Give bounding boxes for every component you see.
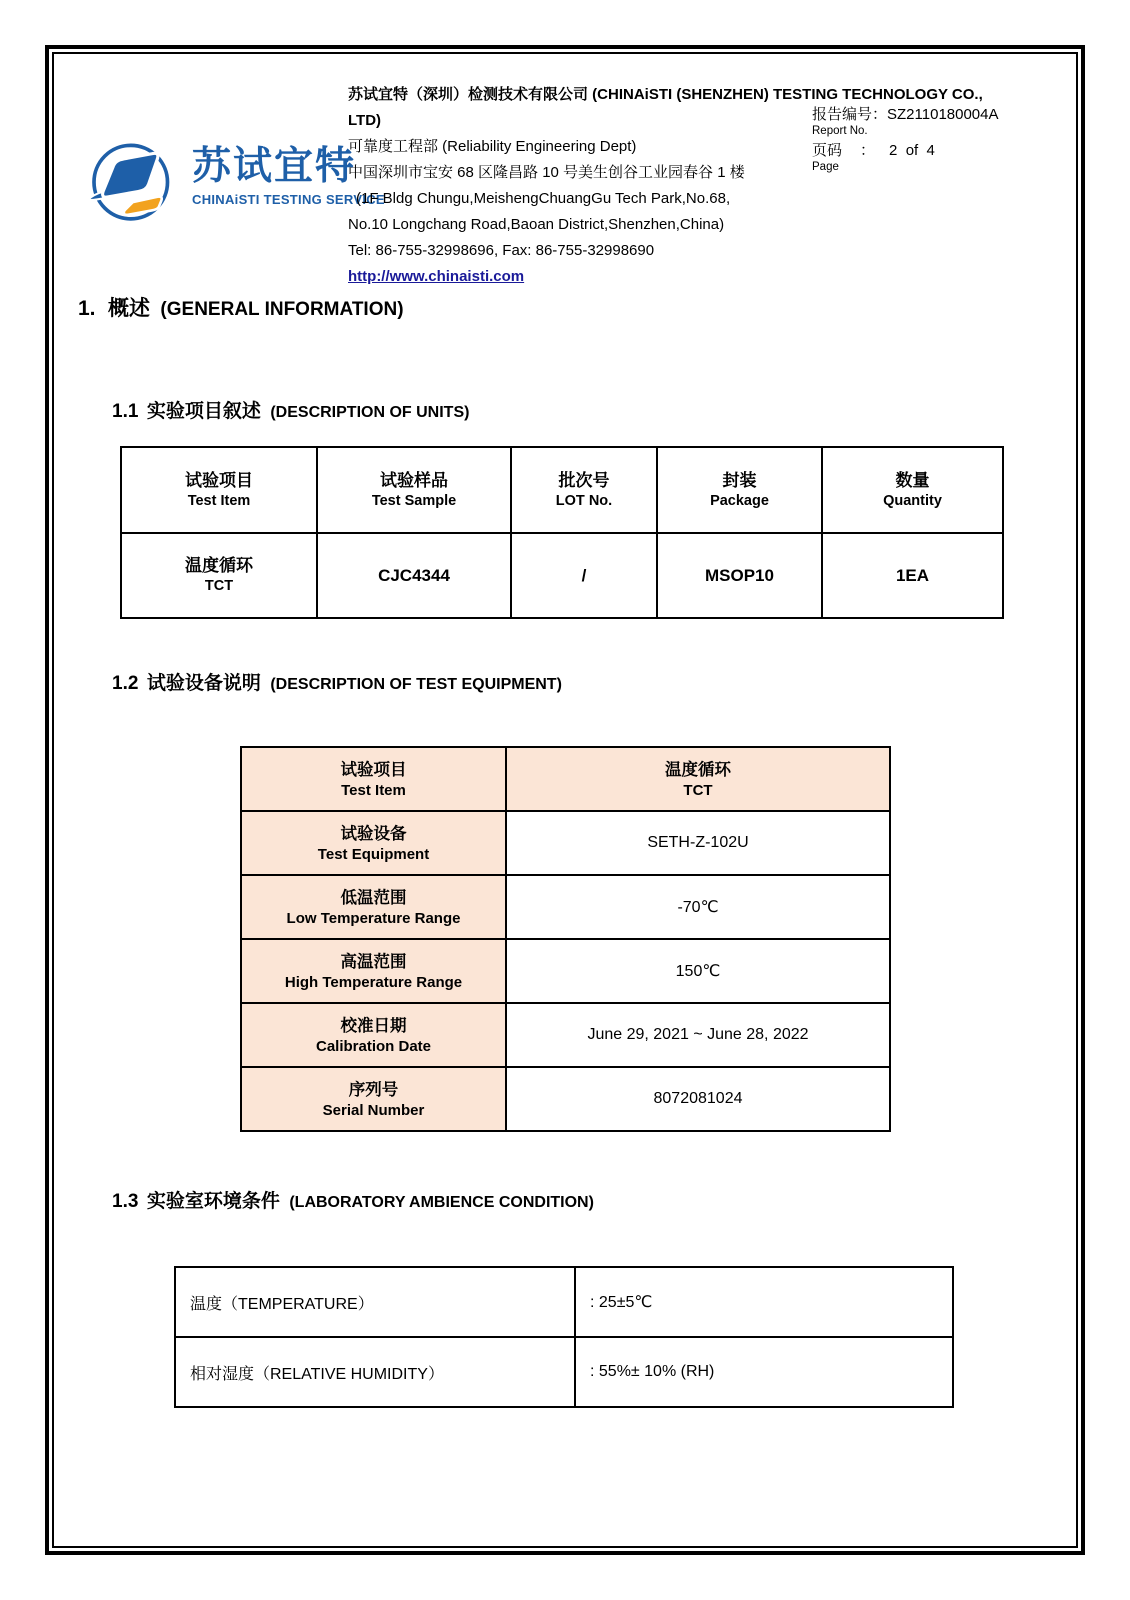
ambience-row-humidity — [175, 1337, 953, 1407]
header-en: Test Sample — [371, 492, 457, 509]
report-no-value: SZ2110180004A — [887, 106, 999, 123]
label-cn: 试验设备 — [340, 824, 407, 843]
ambience-row-temperature — [175, 1267, 953, 1337]
page-no-colon: ： — [860, 142, 876, 159]
company-address-cn: 中国深圳市宝安 68 区隆昌路 10 号美生创谷工业园春谷 1 楼 — [348, 164, 745, 181]
page-no-label-cn: 页码 — [812, 142, 843, 159]
label-en: Test Item — [341, 781, 406, 799]
website-link[interactable]: http://www.chinaisti.com — [348, 268, 525, 285]
value-en: TCT — [683, 781, 713, 799]
units-table — [120, 446, 1004, 619]
cell-en: TCT — [204, 578, 234, 594]
ambience-value-humidity: : 55%± 10% (RH) — [575, 1337, 953, 1407]
page-no-label-en: Page — [812, 161, 839, 173]
ambience-label-temperature: 温度（TEMPERATURE） — [175, 1267, 575, 1337]
section-units-en: (DESCRIPTION OF UNITS) — [270, 404, 470, 421]
header-cn: 试验样品 — [380, 470, 448, 490]
company-name-cn: 苏试宜特（深圳）检测技术有限公司 — [348, 86, 589, 103]
value-cn: 温度循环 — [665, 760, 731, 779]
header-cn: 试验项目 — [185, 470, 253, 490]
equipment-row-serial-number — [241, 1067, 890, 1131]
header-cn: 封装 — [722, 470, 757, 490]
ambience-value-temperature: : 25±5℃ — [575, 1267, 953, 1337]
equipment-row-calibration-date — [241, 1003, 890, 1067]
company-address-en2: No.10 Longchang Road,Baoan District,Shenzhen,China) — [348, 216, 725, 233]
units-cell-lot-no: / — [511, 533, 657, 618]
equipment-label-test-item — [241, 747, 506, 811]
report-no-label-en: Report No. — [812, 125, 868, 137]
label-cn: 高温范围 — [340, 952, 407, 971]
report-no-line — [812, 106, 999, 124]
label-en: Test Equipment — [317, 845, 430, 863]
company-name-en: (CHINAiSTI (SHENZHEN) TESTING TECHNOLOGY CO., LTD) — [348, 86, 983, 129]
section-ambience-en: (LABORATORY AMBIENCE CONDITION) — [289, 1194, 594, 1211]
equipment-table — [240, 746, 891, 1132]
units-table-data-row — [121, 533, 1003, 618]
label-cn: 低温范围 — [340, 888, 407, 907]
equipment-label-serial-number — [241, 1067, 506, 1131]
header-en: Test Item — [187, 492, 251, 509]
equipment-row-test-item — [241, 747, 890, 811]
equipment-row-high-temp — [241, 939, 890, 1003]
equipment-value-serial-number: 8072081024 — [506, 1067, 890, 1131]
units-col-header-lot-no — [511, 447, 657, 533]
company-address-en1: (1F Bldg Chungu,MeishengChuangGu Tech Park,No.68, — [356, 190, 731, 207]
section-ambience-cn: 实验室环境条件 — [146, 1191, 280, 1212]
equipment-value-low-temp: -70℃ — [506, 875, 890, 939]
label-cn: 序列号 — [348, 1080, 399, 1099]
report-no-label-cn: 报告编号： — [812, 106, 888, 123]
units-cell-test-item — [121, 533, 317, 618]
header-en: Package — [710, 492, 769, 509]
label-en: Calibration Date — [315, 1037, 432, 1055]
units-cell-quantity: 1EA — [822, 533, 1003, 618]
units-col-header-test-sample — [317, 447, 511, 533]
units-cell-test-sample: CJC4344 — [317, 533, 511, 618]
equipment-label-high-temp — [241, 939, 506, 1003]
ambience-label-humidity: 相对湿度（RELATIVE HUMIDITY） — [175, 1337, 575, 1407]
equipment-value-test-item — [506, 747, 890, 811]
section-general-en: (GENERAL INFORMATION) — [160, 299, 404, 320]
page-no-line — [812, 142, 999, 160]
equipment-label-calibration-date — [241, 1003, 506, 1067]
label-en: Low Temperature Range — [286, 909, 461, 927]
section-title-units — [112, 396, 469, 423]
section-general-number: 1. — [78, 297, 96, 320]
equipment-row-test-equipment — [241, 811, 890, 875]
section-equipment-cn: 试验设备说明 — [146, 673, 261, 694]
label-cn: 试验项目 — [340, 760, 407, 779]
logo-brand-en: CHINAiSTI TESTING SERVICE — [192, 191, 385, 207]
label-en: High Temperature Range — [284, 973, 463, 991]
section-general-cn: 概述 — [107, 297, 150, 320]
header-en: Quantity — [883, 492, 942, 509]
company-tel-fax: Tel: 86-755-32998696, Fax: 86-755-32998690 — [348, 242, 655, 259]
section-title-equipment — [112, 668, 562, 695]
logo-brand-cn: 苏试宜特 — [192, 145, 357, 188]
cell-cn: 温度循环 — [185, 556, 253, 575]
units-col-header-package — [657, 447, 822, 533]
chinaisti-logo-icon — [88, 138, 184, 222]
header-cn: 批次号 — [558, 470, 610, 490]
equipment-label-low-temp — [241, 875, 506, 939]
section-equipment-number: 1.2 — [112, 673, 139, 694]
header-cn: 数量 — [895, 470, 930, 490]
equipment-value-high-temp: 150℃ — [506, 939, 890, 1003]
section-units-cn: 实验项目叙述 — [146, 401, 261, 422]
company-logo — [88, 138, 385, 222]
equipment-row-low-temp — [241, 875, 890, 939]
units-col-header-test-item — [121, 447, 317, 533]
section-title-ambience — [112, 1186, 594, 1213]
label-cn: 校准日期 — [340, 1016, 407, 1035]
section-equipment-en: (DESCRIPTION OF TEST EQUIPMENT) — [270, 676, 562, 693]
equipment-value-test-equipment: SETH-Z-102U — [506, 811, 890, 875]
section-title-general — [78, 292, 404, 322]
units-col-header-quantity — [822, 447, 1003, 533]
section-units-number: 1.1 — [112, 401, 139, 422]
equipment-label-test-equipment — [241, 811, 506, 875]
ambience-table — [174, 1266, 954, 1408]
equipment-value-calibration-date: June 29, 2021 ~ June 28, 2022 — [506, 1003, 890, 1067]
units-table-header-row — [121, 447, 1003, 533]
report-meta-block — [812, 106, 999, 178]
units-cell-package: MSOP10 — [657, 533, 822, 618]
section-ambience-number: 1.3 — [112, 1191, 139, 1212]
header-en: LOT No. — [555, 492, 613, 509]
page-no-value: 2 of 4 — [889, 142, 935, 159]
company-dept: 可靠度工程部 (Reliability Engineering Dept) — [348, 138, 637, 155]
label-en: Serial Number — [322, 1101, 425, 1119]
